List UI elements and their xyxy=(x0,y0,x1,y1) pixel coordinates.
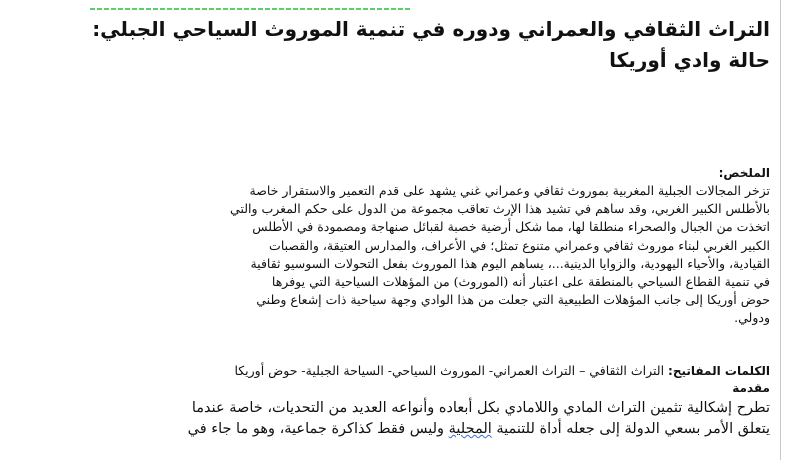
intro-body xyxy=(84,398,770,440)
abstract-line: في تنمية القطاع السياحي بالمنطقة على اعتبار أنه (الموروث) من المؤهلات السياحية التي يوفرها xyxy=(271,274,770,290)
abstract-line: القيادية، والأحياء اليهودية، والزوايا الدينية...، يساهم اليوم هذا الموروث بفعل التحولات السوسيو ثقافية xyxy=(250,255,770,271)
abstract-heading: الملخص: xyxy=(718,166,770,180)
keywords-line xyxy=(84,362,770,380)
abstract-line: حوض أوريكا إلى جانب المؤهلات الطبيعية التي جعلت من هذا الوادي وجهة سياحية ذات إشعاع وطني xyxy=(256,292,770,308)
spellcheck-flagged-word[interactable]: المحلية xyxy=(448,421,492,437)
abstract-body xyxy=(84,182,770,328)
intro-heading: مقدمة xyxy=(732,381,770,395)
page-edge xyxy=(780,0,781,460)
intro-text: وليس فقط كذاكرة جماعية، وهو ما جاء في xyxy=(187,421,449,437)
intro-line: تطرح إشكالية تثمين التراث المادي واللامادي بكل أبعاده وأنواعه العديد من التحديات، خاصة عندما xyxy=(191,400,770,416)
abstract-line: الكبير الغربي لبناء موروث ثقافي وعمراني متنوع تمثل؛ في الأعراف، والمدارس العتيقة، والقصبات xyxy=(269,237,770,253)
keywords-text: التراث الثقافي – التراث العمراني- الموروث السياحي- السياحة الجبلية- حوض أوريكا xyxy=(234,363,665,378)
top-accent-line xyxy=(90,8,410,10)
intro-text: يتعلق الأمر بسعي الدولة إلى جعله أداة للتنمية xyxy=(491,421,770,437)
keywords-label: الكلمات المفاتيح: xyxy=(668,364,770,378)
article-title: التراث الثقافي والعمراني ودوره في تنمية الموروث السياحي الجبلي: حالة وادي أوريكا xyxy=(92,17,770,72)
abstract-line: تزخر المجالات الجبلية المغربية بموروث ثقافي وعمراني غني يشهد على قدم التعمير والاستقرار خاصة xyxy=(249,183,770,198)
abstract-line: بالأطلس الكبير الغربي، وقد ساهم في تشيد هذا الإرث تعاقب مجموعة من الدول على حكم المغرب والتي xyxy=(230,201,770,217)
intro-line xyxy=(84,419,770,440)
abstract-line: اتخذت من الجبال والصحراء منطلقا لها، مما شكل أرضية خصبة لقبائل صنهاجة ومصمودة في الأطلس xyxy=(252,219,770,235)
abstract-line: ودولي. xyxy=(734,310,770,326)
